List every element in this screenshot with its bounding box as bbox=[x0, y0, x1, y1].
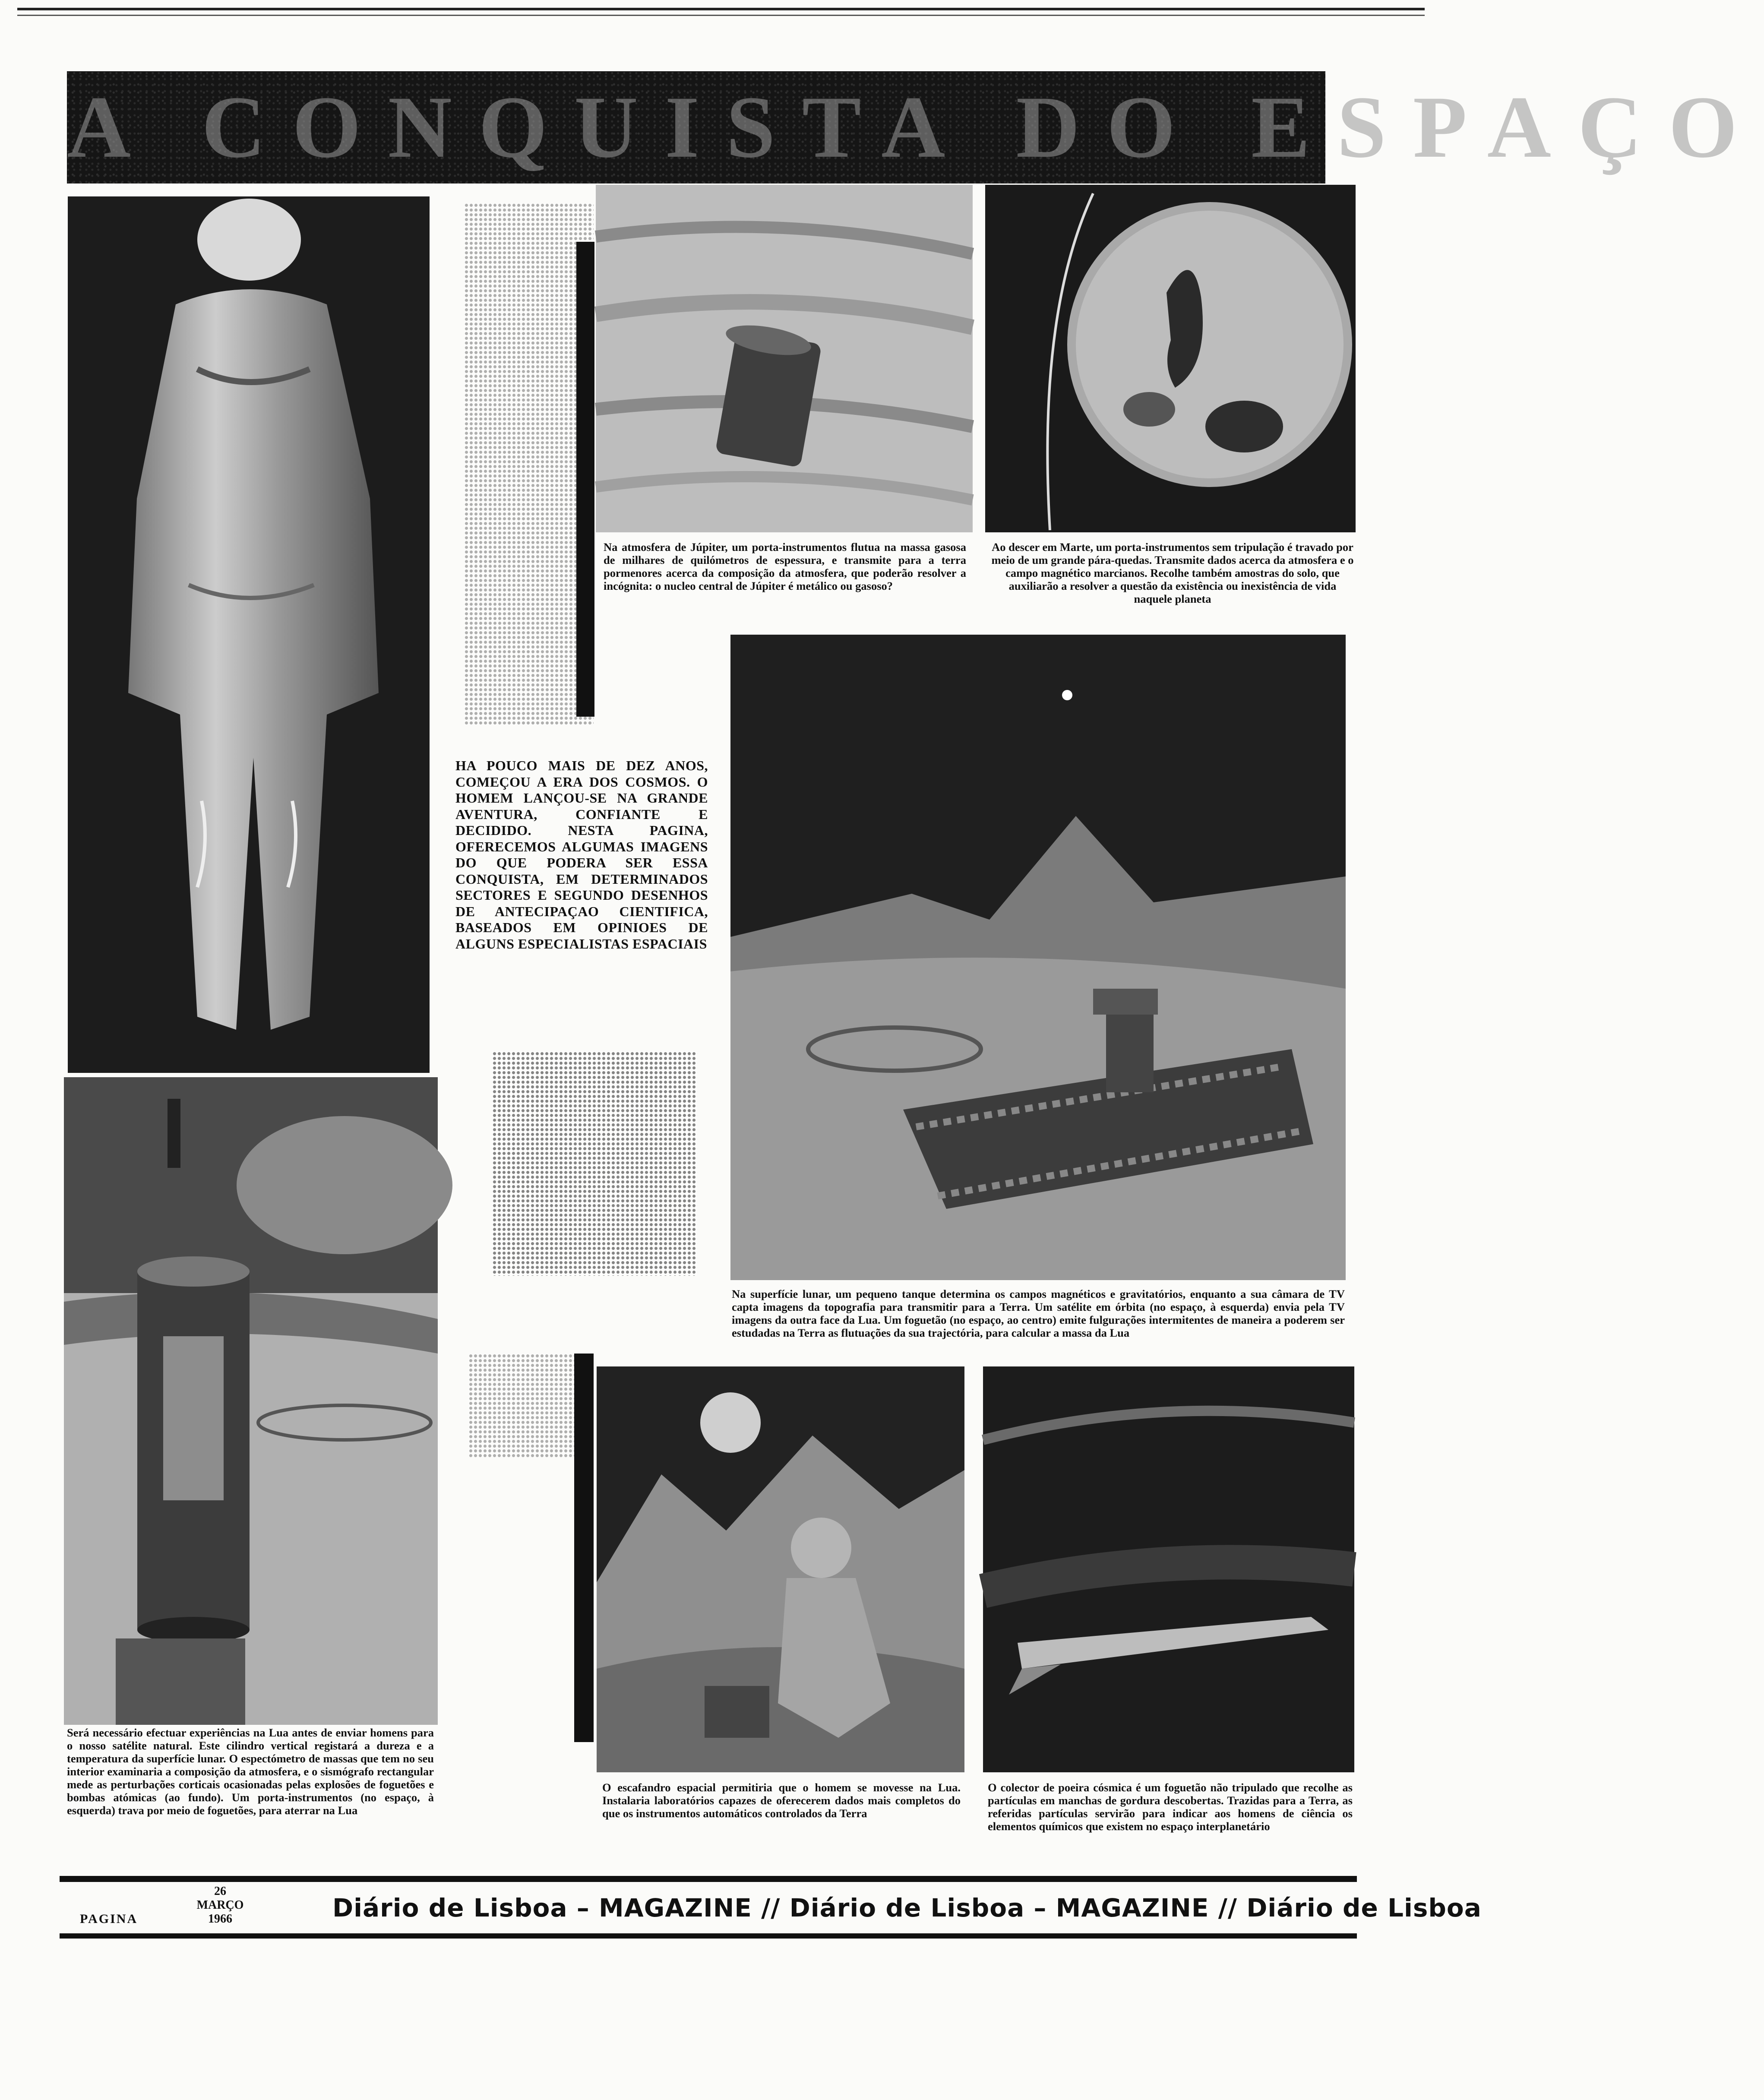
space-suit-illustration bbox=[597, 1366, 964, 1772]
astronaut-spacesuit-photo bbox=[68, 196, 430, 1073]
top-rule-thin bbox=[17, 15, 1425, 16]
suit-caption: O escafandro espacial permitiria que o homem se movesse na Lua. Instalaria laboratórios capazes de oferecerem dados mais completos do que os instrumentos automáticos controlados da Terra bbox=[602, 1781, 961, 1820]
decorative-halftone-top bbox=[464, 203, 594, 725]
issue-year: 1966 bbox=[208, 1912, 232, 1926]
headline-title: A CONQUISTA DO ESPAÇO bbox=[67, 78, 1764, 176]
mars-parachute-illustration bbox=[985, 185, 1356, 532]
issue-month: MARÇO bbox=[196, 1898, 244, 1912]
decorative-halftone-middle bbox=[492, 1051, 697, 1276]
jupiter-probe-illustration bbox=[596, 185, 973, 532]
dust-collector-rocket-illustration bbox=[983, 1366, 1354, 1772]
tank-caption: Na superfície lunar, um pequeno tanque determina os campos magnéticos e gravitatórios, enquanto a sua câmara de TV capta imagens da topografia para transmitir para a Terra. Um satélite em órbita (no espaço, à esquerda) envia pela TV imagens da outra face da Lua. Um foguetão (no espaço, ao centro) emite fulgurações intermitentes de maneira a poderem ser estudadas na Terra as flutuações da sua trajectória, para calcular a massa da Lua bbox=[732, 1287, 1345, 1339]
footer-rule-bottom bbox=[60, 1933, 1357, 1939]
top-rule bbox=[17, 8, 1425, 10]
headline-banner bbox=[67, 71, 1764, 183]
decorative-black-stripe-top bbox=[576, 242, 594, 717]
intro-text: HA POUCO MAIS DE DEZ ANOS, COMEÇOU A ERA DOS COSMOS. O HOMEM LANÇOU-SE NA GRANDE AVENTURA, CONFIANTE E DECIDIDO. NESTA PAGINA, OFERECEMOS ALGUMAS IMAGENS DO QUE PODERA SER ESSA CONQUISTA, EM DETERMINADOS SECTORES E SEGUNDO DESENHOS DE ANTECIPAÇAO CIENTIFICA, BASEADOS EM OPINIOES DE ALGUNS ESPECIALISTAS ESPACIAIS bbox=[455, 758, 708, 952]
footer-masthead: Diário de Lisboa – MAGAZINE // Diário de Lisboa – MAGAZINE // Diário de Lisboa bbox=[332, 1893, 1482, 1923]
issue-date bbox=[183, 1885, 257, 1926]
jupiter-caption: Na atmosfera de Júpiter, um porta-instrumentos flutua na massa gasosa de milhares de quilómetros de espessura, e transmite para a terra pormenores acerca da composição da atmosfera, que poderão resolver a incógnita: o nucleo central de Júpiter é metálico ou gasoso? bbox=[604, 541, 966, 592]
dust-caption: O colector de poeira cósmica é um foguetão não tripulado que recolhe as partículas em manchas de gordura descobertas. Trazidas para a Terra, as referidas partículas servirão para indicar aos homens de ciência os elementos químicos que existem no espaço interplanetário bbox=[988, 1781, 1353, 1833]
lunar-tank-illustration bbox=[730, 635, 1346, 1280]
decorative-halftone-bottom bbox=[468, 1354, 589, 1457]
lunar-cylinder-illustration bbox=[64, 1077, 438, 1725]
page-label: PAGINA bbox=[80, 1912, 138, 1926]
cylinder-caption: Será necessário efectuar experiências na Lua antes de enviar homens para o nosso satélite natural. Este cilindro vertical registará a dureza e a temperatura da superfície lunar. O espectómetro de massas que tem no seu interior examinaria a composição da atmosfera, e o sismógrafo rectangular mede as perturbações corticais ocasionadas pelas explosões de foguetões e bombas atómicas (ao fundo). Um porta-instrumentos (no espaço, à esquerda) trava por meio de foguetões, para aterrar na Lua bbox=[67, 1726, 434, 1817]
mars-caption: Ao descer em Marte, um porta-instrumentos sem tripulação é travado por meio de um grande pára-quedas. Transmite dados acerca da atmosfera e o campo magnético marcianos. Recolhe também amostras do solo, que auxiliarão a resolver a questão da existência ou inexistência de vida naquele planeta bbox=[991, 541, 1354, 605]
decorative-black-stripe-bottom bbox=[574, 1354, 594, 1742]
issue-day: 26 bbox=[214, 1885, 226, 1898]
footer-rule-top bbox=[60, 1876, 1357, 1882]
